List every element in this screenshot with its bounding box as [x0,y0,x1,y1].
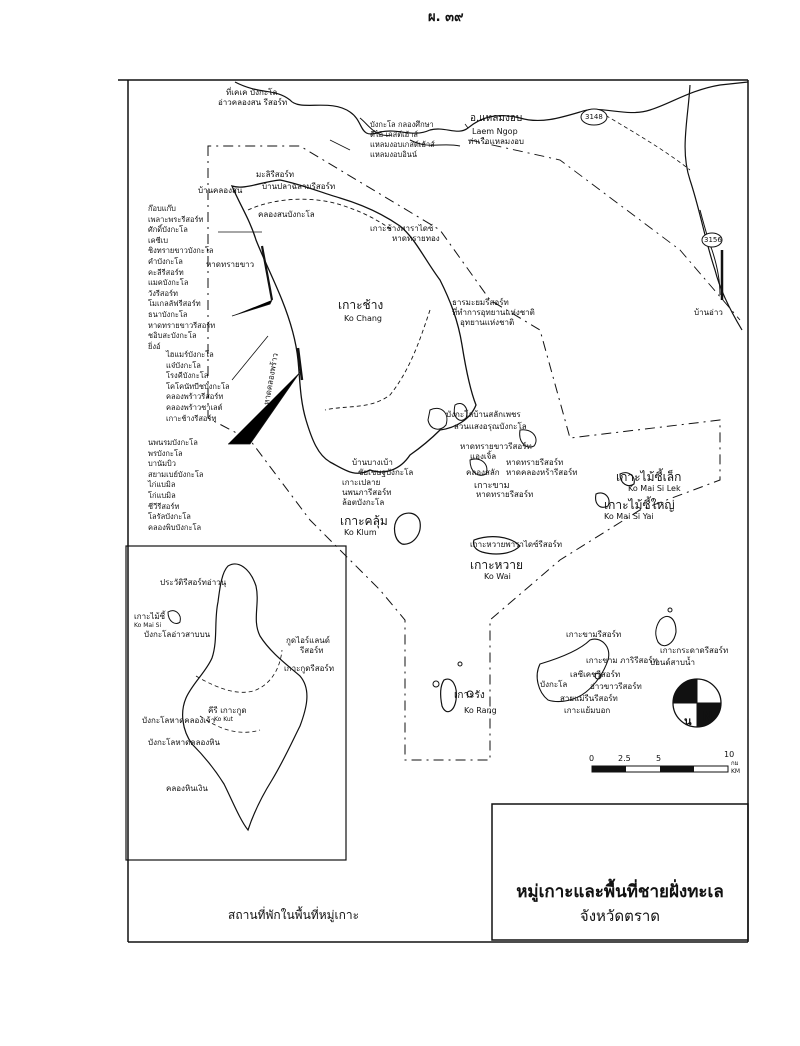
map-title-line-2: จังหวัดตราด [579,907,661,925]
mainland-label-1: ที่เคเค บังกะโล [226,88,278,97]
inset-top: ประวัติรีสอร์ทอ่าวนุ [160,578,227,587]
se-label-6: อ่าวขาวรีสอร์ท [590,682,642,691]
list-item: โรงคีบังกะโล [166,371,209,381]
chang-se-2: สวนแสงอรุณบังกะโล [454,422,527,431]
se-label-8: เกาะแย้มบอก [564,706,611,715]
chang-east-2: ที่ทำการอุทยานแห่งชาติ [452,308,535,317]
pier-label-1: บังกะโล กลองศึกษา [370,120,434,129]
road-3148: 3148 [585,113,603,121]
inset-bottom: คลองหินเงิน [166,784,208,793]
se-label-4: เลซีเคชรีสอร์ท [570,670,621,679]
list-item: ชิงทรายขาวบังกะโล [148,246,214,256]
chang-se-1: บังกะโลบ้านสลักเพชร [446,410,521,419]
scale-unit: กม [731,760,739,767]
pier-labels [370,120,435,160]
ko-rang-en: Ko Rang [464,706,497,715]
list-item: แมคบังกะโล [148,278,189,288]
compass-letter-en: N [702,710,713,725]
scale-0: 0 [589,754,595,763]
page-number: ผ. ๓๙ [428,10,464,25]
chang-se-7: หาดคลองหร้ารีสอร์ท [506,468,578,477]
pier-label-3: แหลมงอบเกสต์เฮ้าส์ [370,140,435,149]
list-item: ศักดิ์บังกะโล [148,225,188,235]
inset-right-1b: รีสอร์ท [300,646,324,655]
scale-10: 10 [724,750,735,759]
list-item: ไก่แบมิล [148,480,176,490]
laem-ngop-en: Laem Ngop [472,127,518,136]
scale-unit-2: KM [731,768,741,775]
list-item: คำบังกะโล [148,256,183,266]
west-list-3 [148,438,203,533]
list-item: นพนรมบังกะโล [148,438,198,447]
se-label-3: เกาะขาม ภาริรีสอร์ท [586,656,658,665]
ko-klum-en: Ko Klum [344,528,377,537]
ko-klum-th: เกาะคลุ้ม [340,514,388,528]
chang-north-3: คลองสนบังกะโล [258,210,315,219]
list-item: เกาะช้างรีสอร์ท [166,413,217,423]
chang-south-3: เกาะเปลาย [342,478,381,487]
chang-north-1: มะลิรีสอร์ท [256,170,295,179]
wai-resort: เกาะหวายพาราไดซ์รีสอร์ท [470,540,563,549]
inset-center-en: Ko Kut [214,716,234,723]
list-item: โคโคนัทบีชบังกะโล [166,381,230,391]
inset-left-1: เกาะไม้ซี้ [134,612,166,621]
ko-chang-th: เกาะช้าง [338,298,384,312]
list-item: ยิ่งอ์ [148,341,161,351]
inset-box [126,546,346,860]
list-item: คะลีรีสอร์ท [148,267,184,277]
list-item: สยามเบย์บังกะโล [148,469,204,479]
inset-center: คีรี เกาะกูด [208,706,247,715]
inset-w-1: บังกะโลหาดคลองเจ้า [142,716,216,725]
west-list-2 [166,350,230,424]
ko-chang-en: Ko Chang [344,314,382,323]
ko-mai-si-yai-th: เกาะไม้ซี้ใหญ่ [604,498,675,512]
ko-mai-si-lek-en: Ko Mai Si Lek [628,484,681,493]
chang-east-1: ธารมะยมรีสอร์ท [452,298,509,307]
chang-south-2: ชัยเชษฐบังกะโล [358,468,414,477]
list-item: บานัมบิว [148,459,177,469]
road-3156: 3156 [704,236,722,244]
list-item: ชอิบสะบังกะโล [148,331,197,341]
mainland-label-2: อ่าวคลองสน รีสอร์ท [218,98,288,107]
se-label-1: เกาะขามรีสอร์ท [566,630,622,639]
chang-west-beach-2: หาดคลองพร้าว [262,352,280,406]
chang-se-6: คลองสลัก [466,468,500,477]
chang-se-8: หาดทรายรีสอร์ท [476,490,534,499]
list-item: คลองพร้าวรีสอร์ท [166,392,224,402]
chang-south-5: ล้อตบังกะโล [342,498,385,507]
chang-south-4: นพนภารีสอร์ท [342,488,392,497]
ko-wai-en: Ko Wai [484,572,511,581]
inset-caption: สถานที่พักในพื้นที่หมู่เกาะ [228,908,360,922]
band-label: บ้านอ่าว [694,308,723,317]
chang-south-1: บ้านบางเบ้า [352,458,393,467]
se-label-7: สายแม่รีนรีสอร์ท [560,694,618,703]
inset-w-2: บังกะโลหาดคลองหิน [148,738,220,747]
compass-letter-th: น [684,715,692,728]
chang-nw: บ้านคลองสน [198,186,243,195]
list-item: เคซีเบ [148,235,168,245]
inset-left-1-en: Ko Mai Si [134,622,162,629]
list-item: แจ๋บังกะโล [166,360,201,370]
se-label-5: บังกะโล [540,680,568,689]
list-item: พรบังกะโล [148,448,183,458]
chang-se-3: หาดทรายขาวรีสอร์ท [460,442,532,451]
chang-se-5: หาดทรายรีสอร์ท [506,458,564,467]
list-item: โลรัลบังกะโล [148,512,191,522]
ko-rang-th: เกาะรัง [454,690,485,701]
list-item: คลองพร้าวชาเลต์ [166,402,223,412]
list-item: โมเกลลัฟรีสอร์ท [148,299,201,309]
list-item: คลองพิบบังกะโล [148,522,202,532]
list-item: ไฮแมร์บังกะโล [166,350,214,359]
chang-west-beach-1: หาดทรายขาว [206,260,255,269]
list-item: หาดทรายขาวรีสอร์ท [148,320,216,330]
ko-kham-th: เกาะขาม [474,481,510,491]
pier-label-4: แหลมงอบอินน์ [370,150,418,159]
scale-5: 5 [656,754,662,763]
ko-wai-th: เกาะหวาย [470,558,523,572]
pier-label: ท่าเรือแหลมงอบ [468,137,524,146]
chang-se-4: แองเจิ้ล [470,452,497,461]
chang-north-2: บ้านปลาฉลามรีสอร์ท [262,182,336,191]
chang-ne-1: เกาะช้างพาราไดซ์ [370,224,434,233]
ko-klum-outline [395,513,421,544]
ko-mai-si-lek-th: เกาะไม้ซี้เล็ก [616,470,682,484]
laem-ngop-th: อ.แหลมงอบ [470,113,523,124]
list-item: ก๊อบแก๊บ [148,204,176,213]
chang-ne-2: หาดทรายทอง [392,234,440,243]
scale-2.5: 2.5 [618,754,631,763]
inset-right-1: กูดไอร์แลนด์ [286,636,330,645]
chang-east-3: อุทยานแห่งชาติ [460,318,515,327]
list-item: โก่แบมิล [148,490,176,500]
list-item: วังรีสอร์ท [148,288,178,298]
list-item: เพลาะพระรีสอร์ท [148,214,204,224]
inset-right-2: เกาะกูดรีสอร์ท [284,664,334,673]
pier-label-2: ดีไอ เกสต์เฮ้าส์ [370,130,419,139]
map-title-line-1: หมู่เกาะและพื้นที่ชายฝั่งทะเล [516,882,724,902]
ko-mai-si-yai-en: Ko Mai Si Yai [604,512,654,521]
list-item: ธนาบังกะโล [148,309,188,319]
west-list-1 [148,204,215,352]
se-label-2: เกาะกระดาดรีสอร์ท [660,646,729,655]
inset-left-2: บังกะโลอ่าวสาบบน [144,630,211,639]
se-label-3b: บอนด์สาบน้ำ [650,658,695,667]
list-item: ชีวีรีสอร์ท [148,501,180,511]
